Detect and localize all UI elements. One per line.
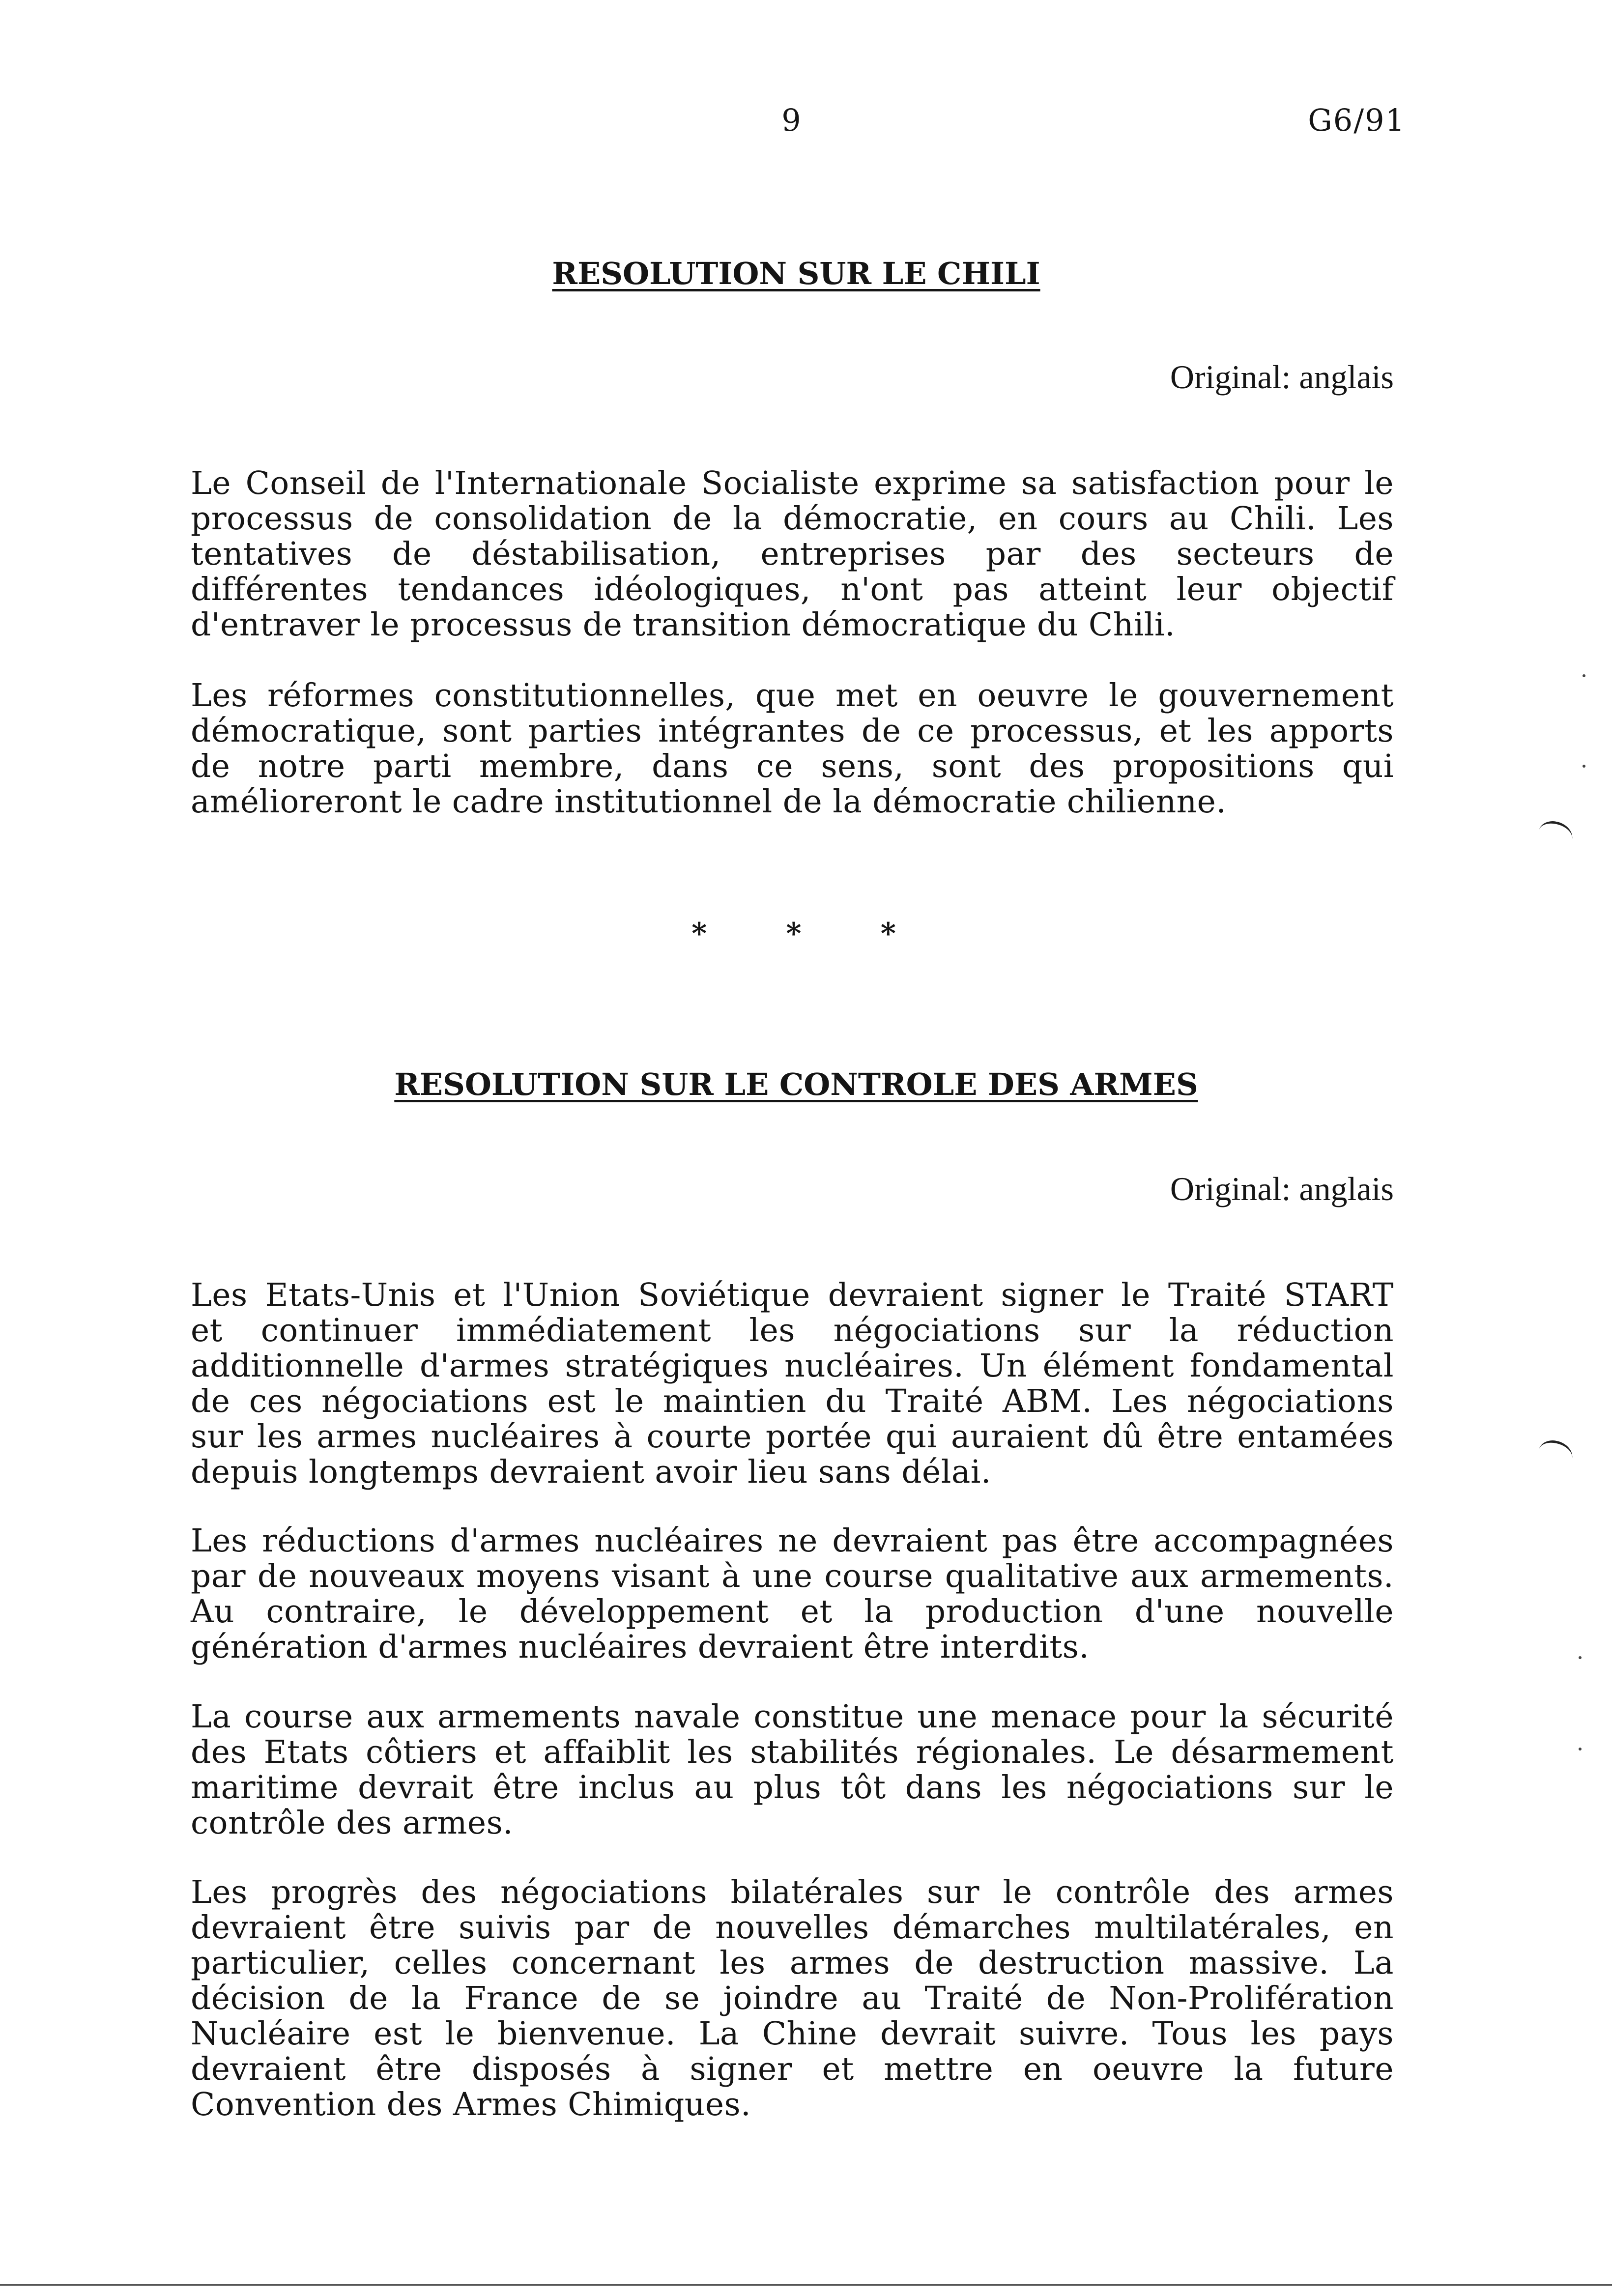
paragraph-line: Les Etats-Unis et l'Union Soviétique devraient signer le Traité START bbox=[191, 1277, 1394, 1314]
paragraph-line: des Etats côtiers et affaiblit les stabilités régionales. Le désarmement bbox=[191, 1734, 1394, 1771]
page-number: 9 bbox=[781, 102, 801, 138]
paragraph-line: amélioreront le cadre institutionnel de la démocratie chilienne. bbox=[191, 783, 1227, 820]
paragraph-line: additionnelle d'armes stratégiques nucléaires. Un élément fondamental bbox=[191, 1348, 1394, 1384]
paragraph-line: particulier, celles concernant les armes de destruction massive. La bbox=[191, 1945, 1394, 1981]
paragraph bbox=[191, 1523, 1394, 1665]
paragraph-line: décision de la France de se joindre au Traité de Non-Prolifération bbox=[191, 1980, 1394, 2017]
paragraph-line: sur les armes nucléaires à courte portée qui auraient dû être entamées bbox=[191, 1418, 1394, 1455]
paragraph-line: génération d'armes nucléaires devraient être interdits. bbox=[191, 1629, 1090, 1665]
paragraph-line: Les réductions d'armes nucléaires ne devraient pas être accompagnées bbox=[191, 1522, 1394, 1559]
paragraph-line: de ces négociations est le maintien du Traité ABM. Les négociations bbox=[191, 1383, 1394, 1420]
paragraph-line: contrôle des armes. bbox=[191, 1805, 514, 1841]
original-language-note: Original: anglais bbox=[1170, 358, 1394, 396]
paragraph bbox=[191, 466, 1394, 643]
paragraph-line: La course aux armements navale constitue une menace pour la sécurité bbox=[191, 1698, 1394, 1735]
paragraph bbox=[191, 1875, 1394, 2123]
scan-mark bbox=[1536, 818, 1575, 852]
paragraph-line: Convention des Armes Chimiques. bbox=[191, 2086, 751, 2123]
paragraph bbox=[191, 1278, 1394, 1490]
section-title-arms-control: RESOLUTION SUR LE CONTROLE DES ARMES bbox=[394, 1066, 1198, 1102]
paragraph-line: processus de consolidation de la démocratie, en cours au Chili. Les bbox=[191, 500, 1394, 537]
paragraph-line: depuis longtemps devraient avoir lieu sans délai. bbox=[191, 1454, 991, 1491]
paragraph-line: tentatives de déstabilisation, entreprises par des secteurs de bbox=[191, 536, 1394, 573]
paragraph bbox=[191, 1699, 1394, 1841]
paragraph-line: par de nouveaux moyens visant à une course qualitative aux armements. bbox=[191, 1558, 1394, 1595]
paragraph bbox=[191, 678, 1394, 820]
paragraph-line: Les progrès des négociations bilatérales sur le contrôle des armes bbox=[191, 1874, 1394, 1911]
paragraph-line: devraient être suivis par de nouvelles démarches multilatérales, en bbox=[191, 1909, 1394, 1946]
scan-dot bbox=[1583, 765, 1585, 768]
section-title-chili: RESOLUTION SUR LE CHILI bbox=[552, 256, 1040, 291]
scan-dot bbox=[1579, 1748, 1582, 1751]
paragraph-line: Au contraire, le développement et la production d'une nouvelle bbox=[191, 1593, 1394, 1630]
document-reference: G6/91 bbox=[1308, 102, 1406, 138]
paragraph-line: devraient être disposés à signer et mettre en oeuvre la future bbox=[191, 2051, 1394, 2088]
paragraph-line: de notre parti membre, dans ce sens, sont des propositions qui bbox=[191, 748, 1394, 785]
original-language-note: Original: anglais bbox=[1170, 1170, 1394, 1207]
paragraph-line: démocratique, sont parties intégrantes de ce processus, et les apports bbox=[191, 713, 1394, 749]
paragraph-line: différentes tendances idéologiques, n'ont pas atteint leur objectif bbox=[191, 571, 1394, 608]
paragraph-line: Le Conseil de l'Internationale Socialiste exprime sa satisfaction pour le bbox=[191, 465, 1394, 502]
paragraph-line: maritime devrait être inclus au plus tôt dans les négociations sur le bbox=[191, 1769, 1394, 1806]
section-separator: * * * bbox=[691, 917, 930, 951]
scan-dot bbox=[1579, 1656, 1582, 1659]
bottom-edge-rule bbox=[0, 2284, 1612, 2286]
scan-mark bbox=[1536, 1437, 1575, 1471]
scan-dot bbox=[1583, 674, 1585, 677]
paragraph-line: Nucléaire est le bienvenue. La Chine devrait suivre. Tous les pays bbox=[191, 2015, 1394, 2052]
paragraph-line: d'entraver le processus de transition démocratique du Chili. bbox=[191, 606, 1176, 643]
paragraph-line: Les réformes constitutionnelles, que met en oeuvre le gouvernement bbox=[191, 677, 1394, 714]
paragraph-line: et continuer immédiatement les négociations sur la réduction bbox=[191, 1312, 1394, 1349]
